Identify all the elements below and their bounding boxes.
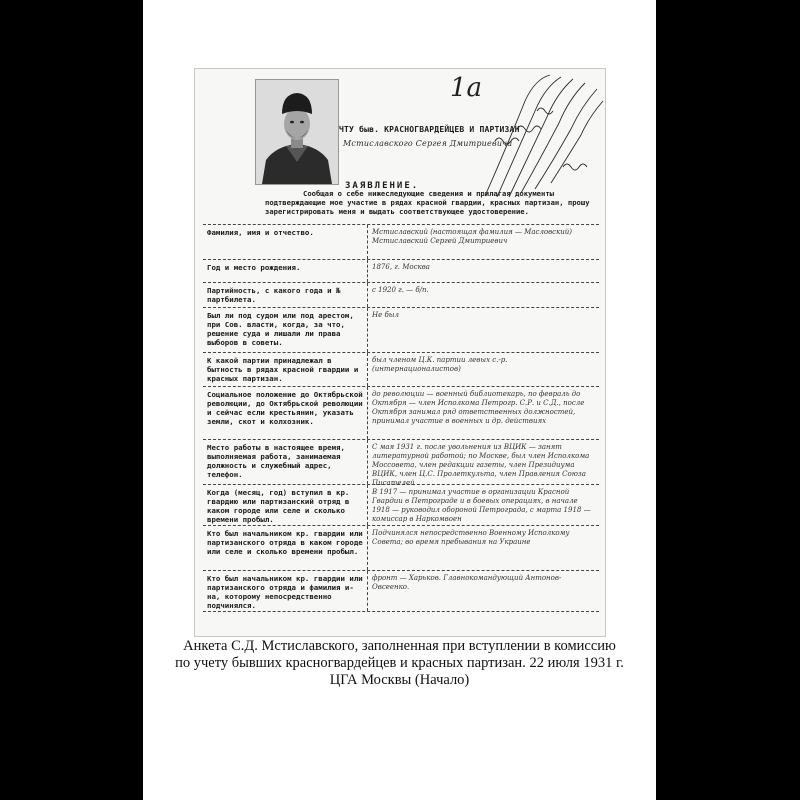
row-answer: с 1920 г. — б/п. <box>372 286 429 294</box>
row-question: Кто был начальником кр. гвардии или партизанского отряда и фамилия и-на, которому непосредственно подчинялся. <box>203 571 368 611</box>
table-row <box>203 570 599 612</box>
row-question: Год и место рождения. <box>203 260 368 282</box>
row-question: Социальное положение до Октябрьской революции, до Октябрьской революции и сейчас если крестьянин, указать земли, скот и колхозник. <box>203 387 368 439</box>
row-question: Партийность, с какого года и № партбилета. <box>203 283 368 307</box>
row-answer: Не был <box>372 311 399 319</box>
archival-document-scan <box>194 68 606 637</box>
row-question: Место работы в настоящее время, выполняемая работа, занимаемая должность и служебный адрес, телефон. <box>203 440 368 484</box>
portrait-image <box>256 80 338 184</box>
row-question: Фамилия, имя и отчество. <box>203 225 368 259</box>
row-answer: до революции — военный библиотекарь, по февраль до Октября — член Исполкома Петрогр. С.Р. и С.Д., после Октября занимал ряд ответственных должностей, принимал участие в военных и др. действиях <box>372 390 585 425</box>
table-row <box>203 224 599 259</box>
row-answer: фронт — Харьков. Главнокомандующий Антонов-Овсеенко. <box>372 574 562 591</box>
table-row <box>203 307 599 352</box>
table-row <box>203 484 599 525</box>
page-number: 1а <box>450 73 483 103</box>
book-page <box>143 0 656 800</box>
row-question: К какой партии принадлежал в бытность в рядах красной гвардии и красных партизан. <box>203 353 368 386</box>
table-row <box>203 525 599 570</box>
form-header: ЧТУ быв. КРАСНОГВАРДЕЙЦЕВ И ПАРТИЗАН <box>339 125 520 134</box>
row-question: Был ли под судом или под арестом, при Сов. власти, когда, за что, решение суда и лишали ли права выборов в советы. <box>203 308 368 352</box>
caption-line-3: ЦГА Москвы (Начало) <box>329 672 470 688</box>
document-intro: Сообщая о себе нижеследующие сведения и прилагая документы подтверждающие мое участие в рядах красной гвардии, красных партизан, прошу зарегистрировать меня и выдать соответствующее удостоверение. <box>265 189 590 216</box>
applicant-name-handwritten: Мстиславского Сергея Дмитриевича <box>343 139 513 148</box>
caption-line-1: Анкета С.Д. Мстиславского, заполненная при вступлении в комиссию <box>183 638 616 654</box>
handwritten-resolution <box>465 71 605 201</box>
table-row <box>203 352 599 386</box>
row-answer: С мая 1931 г. после увольнения из ВЦИК — занят литературной работой; по Москве, был член Исполкома Моссовета, член редакции газеты, член Президиума ВЦИК, член Ц.С. Пролеткульта, член Правления Союза Писателей <box>372 443 590 487</box>
caption-line-2: по учету бывших красногвардейцев и красных партизан. 22 июля 1931 г. <box>175 655 624 671</box>
portrait-photo <box>255 79 339 185</box>
row-answer: В 1917 — принимал участие в организации Красной Гвардии в Петрограде и в боевых операциях, в начале 1918 — руководил обороной Петрограда, с марта 1918 — комиссар в Наркомвоен <box>372 488 591 523</box>
row-question: Кто был начальником кр. гвардии или партизанского отряда в каком городе или селе и сколько времени пробыл. <box>203 526 368 570</box>
row-question: Когда (месяц, год) вступил в кр. гвардию или партизанский отряд в каком городе или селе и сколько времени пробыл. <box>203 485 368 525</box>
row-answer: 1876, г. Москва <box>372 263 430 271</box>
table-row <box>203 439 599 487</box>
table-row <box>203 282 599 307</box>
table-row <box>203 259 599 282</box>
row-answer: был членом Ц.К. партии левых с.-р. (интернационалистов) <box>372 356 508 373</box>
table-row <box>203 386 599 439</box>
row-answer: Мстиславский (настоящая фамилия — Масловский) Мстиславский Сергей Дмитриевич <box>372 228 573 245</box>
document-title: ЗАЯВЛЕНИЕ. <box>345 181 420 191</box>
figure-caption <box>143 638 656 689</box>
row-answer: Подчинялся непосредственно Военному Исполкому Совета; во время пребывания на Украине <box>372 529 570 546</box>
questionnaire-table <box>203 224 599 612</box>
